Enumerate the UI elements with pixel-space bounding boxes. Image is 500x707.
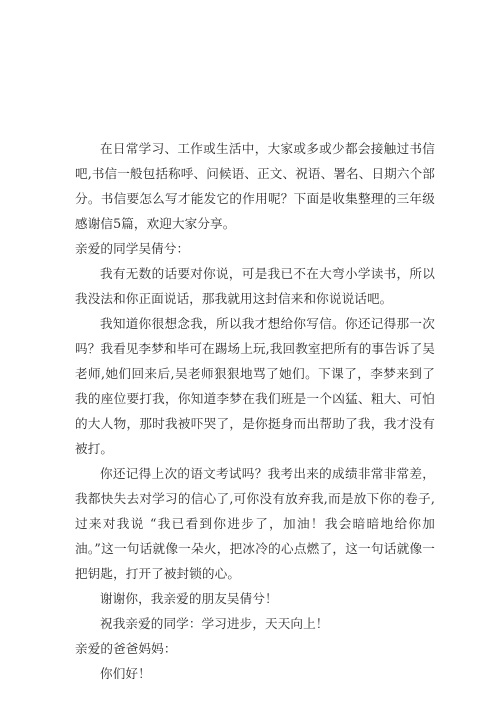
intro-paragraph: 在日常学习、工作或生活中，大家或多或少都会接触过书信吧,书信一般包括称呼、问候语、正文、祝语、署名、日期六个部分。书信要怎么写才能发它的作用呢？下面是收集整理的三年级感谢信5篇，欢迎大家分享。 (75, 141, 435, 231)
letter-closing-wish: 祝我亲爱的同学：学习进步，天天向上！ (100, 616, 329, 631)
letter-salutation: 亲爱的同学吴倩兮： (75, 241, 190, 256)
second-letter-greeting: 你们好！ (100, 666, 151, 681)
second-letter-salutation: 亲爱的爸爸妈妈： (75, 641, 177, 656)
letter-thanks: 谢谢你，我亲爱的朋友吴倩兮！ (100, 591, 278, 606)
document-body (75, 136, 435, 686)
letter-paragraph: 我知道你很想念我，所以我才想给你写信。你还记得那一次吗？我看见李梦和毕可在踢场上玩,我回教室把所有的事告诉了吴老师,她们回来后,吴老师狠狠地骂了她们。下课了，李梦来到了我的座位要打我，你知道李梦在我们班是一个凶猛、粗大、可怕的大人物，那时我被吓哭了，是你挺身而出帮助了我，我才没有被打。 (75, 316, 435, 456)
letter-paragraph: 我有无数的话要对你说，可是我已不在大弯小学读书，所以我没法和你正面说话，那我就用这封信来和你说说话吧。 (75, 266, 435, 306)
letter-paragraph: 你还记得上次的语文考试吗？我考出来的成绩非常非常差，我都快失去对学习的信心了,可你没有放弃我,而是放下你的卷子,过来对我说 “我已看到你进步了，加油！我会暗暗地给你加油。”这一句话就像一朵火，把冰冷的心点燃了，这一句话就像一把钥匙，打开了被封锁的心。 (75, 466, 435, 581)
